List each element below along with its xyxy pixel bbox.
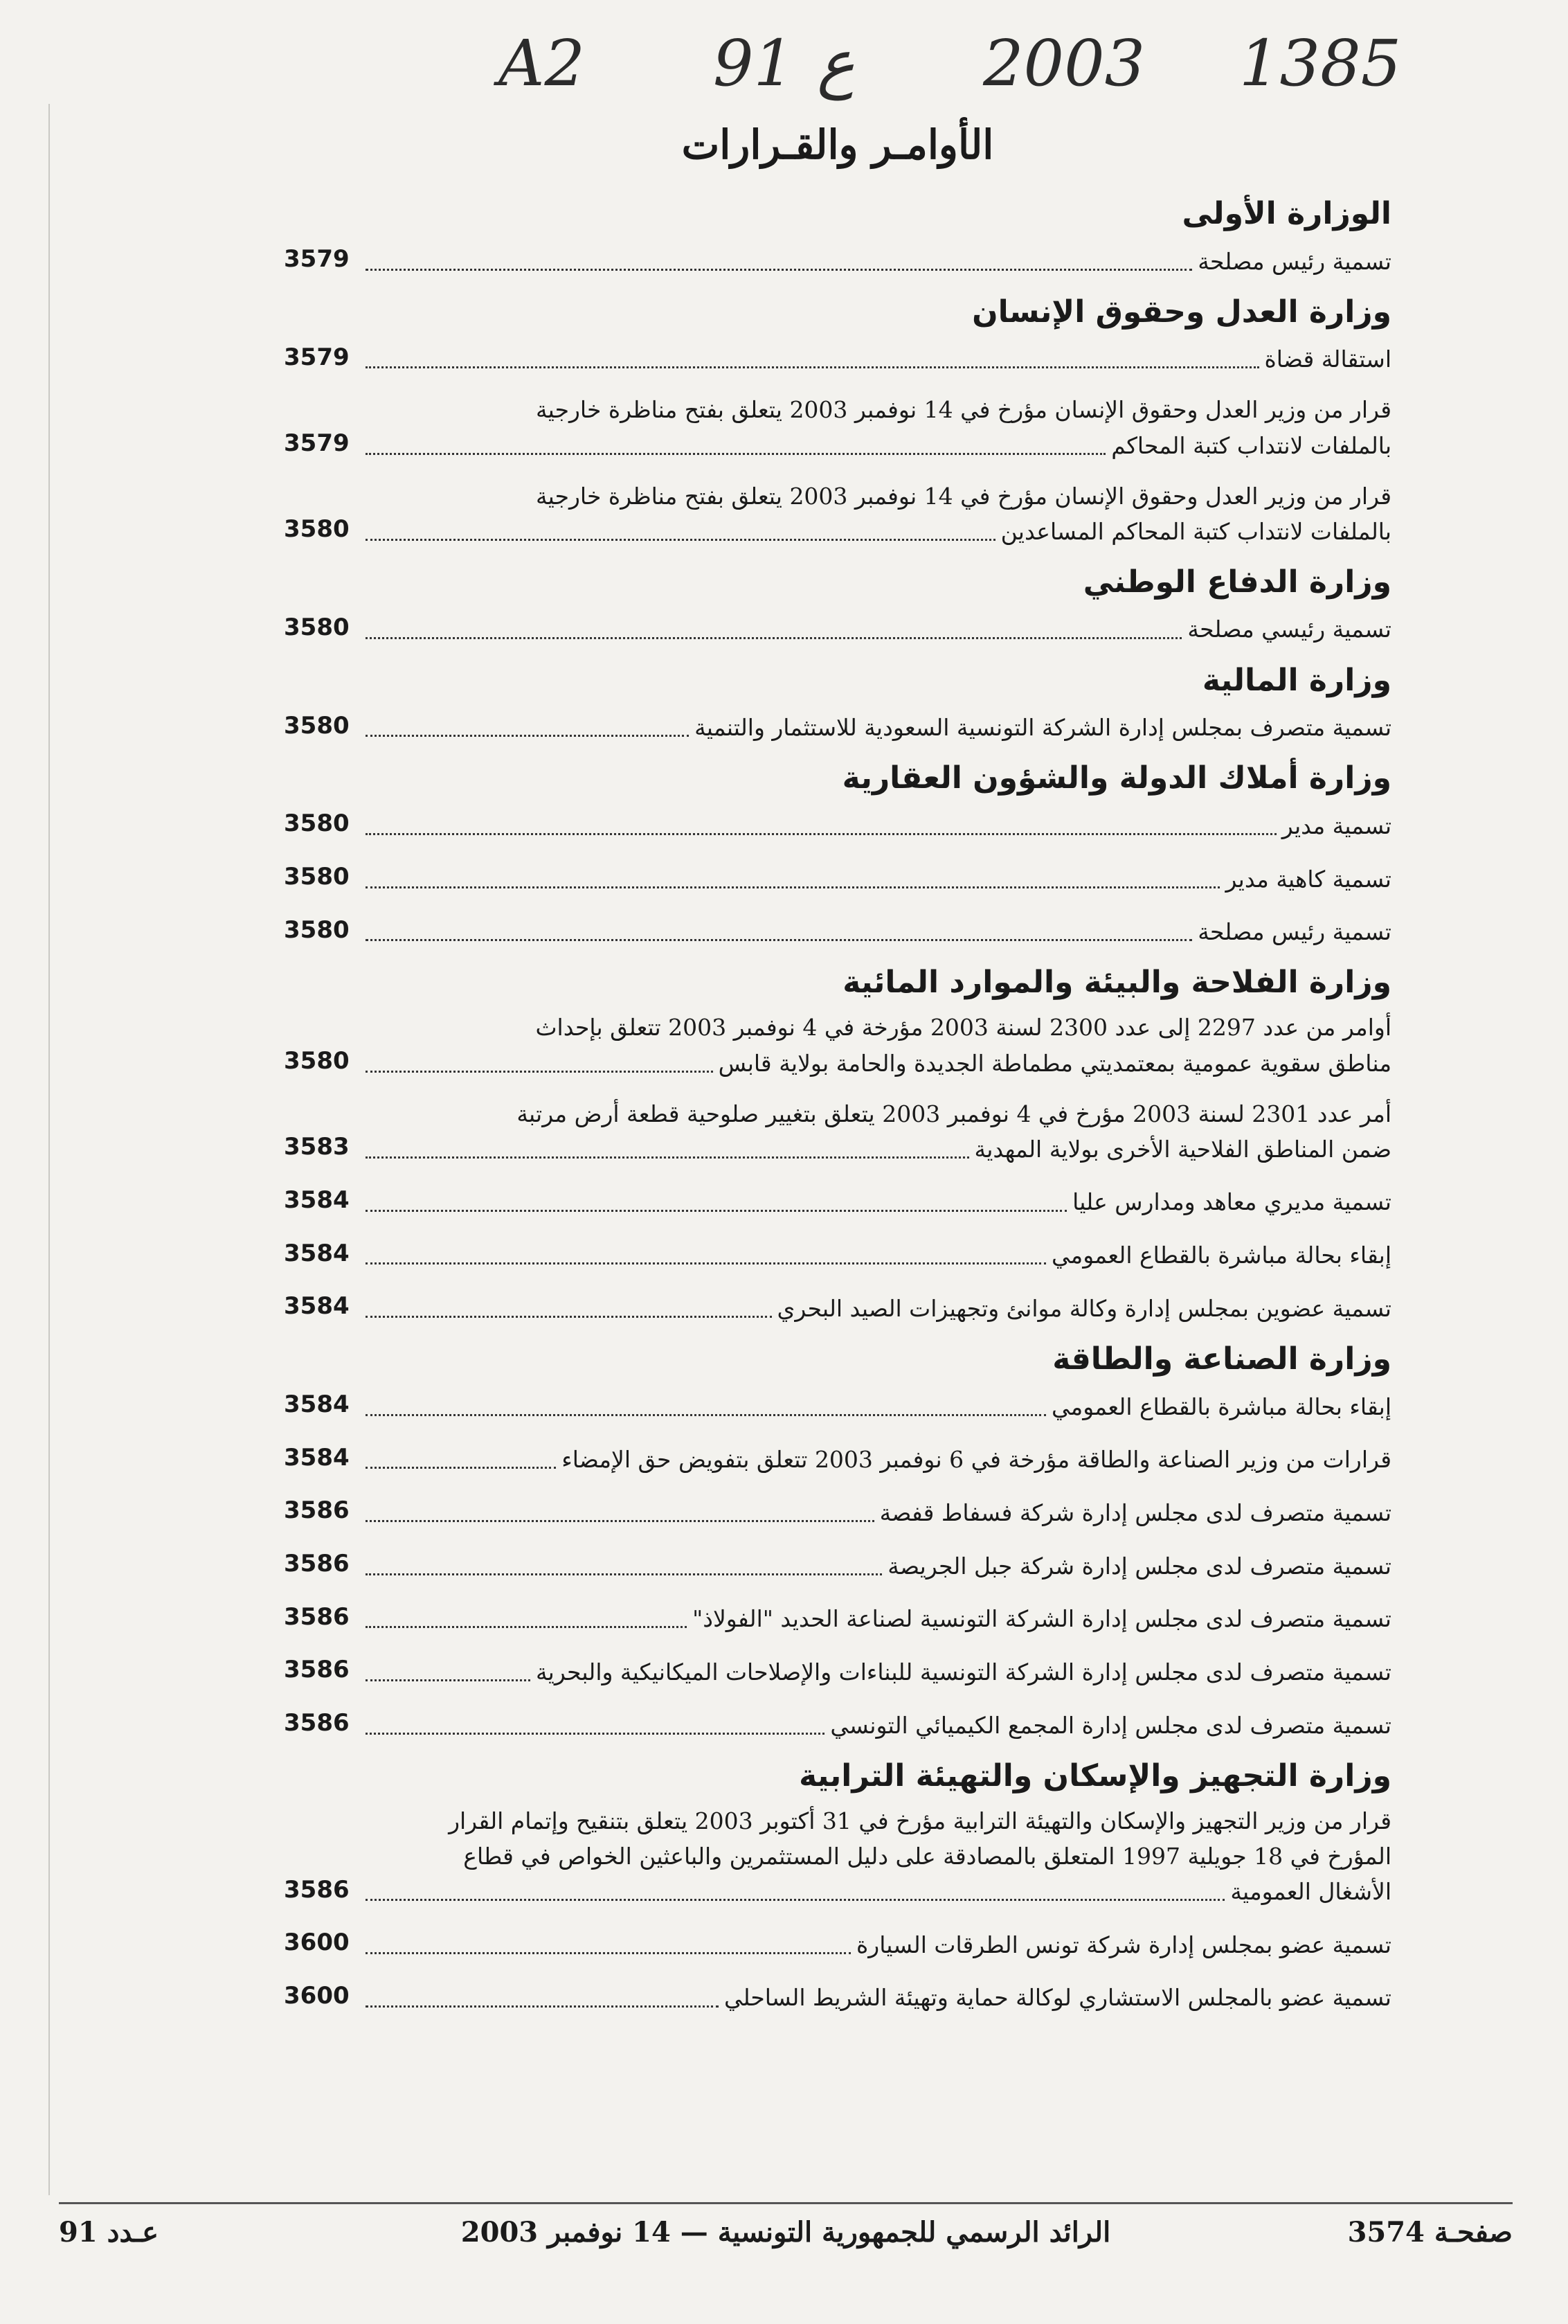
handwritten-note: 2003 — [983, 26, 1146, 100]
page-footer — [59, 2216, 1513, 2258]
toc-entry[interactable] — [284, 1096, 1391, 1167]
entry-title: استقالة قضاة — [1264, 346, 1391, 373]
toc-entry[interactable] — [284, 1803, 1391, 1909]
toc-entry[interactable] — [284, 1978, 1391, 2016]
entry-page-number: 3600 — [284, 1929, 350, 1957]
dot-leader — [366, 1520, 874, 1522]
entry-title-line: قرار من وزير العدل وحقوق الإنسان مؤرخ في 14 نوفمبر 2003 يتعلق بفتح مناظرة خارجية — [535, 396, 1391, 424]
entry-page-number: 3586 — [284, 1602, 350, 1631]
entry-page-number: 3580 — [284, 915, 350, 944]
entry-page-number: 3586 — [284, 1709, 350, 1737]
ministry-heading: الوزارة الأولى — [1182, 196, 1391, 231]
entry-title: تسمية مدير — [1281, 812, 1391, 839]
dot-leader — [366, 1156, 969, 1159]
table-of-contents — [284, 121, 1391, 2031]
entry-page-number: 3586 — [284, 1496, 350, 1525]
dot-leader — [366, 1467, 556, 1469]
toc-entry[interactable] — [284, 708, 1391, 746]
toc-entry[interactable] — [284, 859, 1391, 897]
dot-leader — [366, 1573, 882, 1575]
ministry-heading: وزارة أملاك الدولة والشؤون العقارية — [842, 760, 1391, 796]
entry-title: تسمية متصرف لدى مجلس إدارة شركة فسفاط قفصة — [879, 1499, 1391, 1526]
dot-leader — [366, 939, 1192, 941]
entry-page-number: 3600 — [284, 1981, 350, 2010]
entry-page-number: 3580 — [284, 1046, 350, 1075]
dot-leader — [366, 886, 1220, 888]
ministry-heading: وزارة المالية — [1202, 662, 1391, 698]
handwritten-annotations — [0, 19, 1568, 102]
footer-page-number: صفحـة 3574 — [1347, 2216, 1513, 2249]
entry-page-number: 3580 — [284, 613, 350, 641]
dot-leader — [366, 1733, 824, 1735]
ministry-heading: وزارة العدل وحقوق الإنسان — [972, 294, 1391, 330]
ministry-heading: وزارة التجهيز والإسكان والتهيئة الترابية — [799, 1758, 1391, 1794]
dot-leader — [366, 637, 1182, 639]
toc-entry[interactable] — [284, 339, 1391, 377]
entry-page-number: 3580 — [284, 515, 350, 544]
entry-title: تسمية متصرف لدى مجلس إدارة الشركة التونسية لصناعة الحديد "الفولاذ" — [692, 1605, 1391, 1633]
entry-page-number: 3579 — [284, 343, 350, 371]
handwritten-note: A2 — [498, 26, 585, 100]
dot-leader — [366, 453, 1106, 455]
entry-page-number: 3580 — [284, 863, 350, 891]
entry-title-line: بالملفات لانتداب كتبة المحاكم — [1111, 431, 1391, 459]
entry-title: تسمية رئيسي مصلحة — [1187, 616, 1391, 643]
entry-page-number: 3584 — [284, 1391, 350, 1418]
entry-page-number: 3584 — [284, 1443, 350, 1472]
dot-leader — [366, 833, 1277, 835]
toc-entry[interactable] — [284, 1924, 1391, 1963]
toc-entry[interactable] — [284, 1492, 1391, 1530]
page-title: الأوامـر والقـرارات — [681, 121, 994, 168]
toc-entry[interactable] — [284, 1705, 1391, 1743]
dot-leader — [366, 1414, 1046, 1416]
entry-title: قرارات من وزير الصناعة والطاقة مؤرخة في 6 نوفمبر 2003 تتعلق بتفويض حق الإمضاء — [561, 1446, 1391, 1474]
entry-title-line: ضمن المناطق الفلاحية الأخرى بولاية المهدية — [974, 1135, 1391, 1163]
entry-page-number: 3579 — [284, 245, 350, 273]
entry-title: إبقاء بحالة مباشرة بالقطاع العمومي — [1052, 1393, 1391, 1420]
toc-entry[interactable] — [284, 1599, 1391, 1637]
toc-entry[interactable] — [284, 1440, 1391, 1478]
dot-leader — [366, 539, 995, 541]
entry-title: تسمية رئيس مصلحة — [1198, 918, 1391, 946]
entry-title: تسمية مديري معاهد ومدارس عليا — [1072, 1188, 1391, 1216]
entry-title-line: أمر عدد 2301 لسنة 2003 مؤرخ في 4 نوفمبر 2003 يتعلق بتغيير صلوحية قطعة أرض مرتبة — [516, 1100, 1391, 1127]
entry-page-number: 3584 — [284, 1239, 350, 1267]
dot-leader — [366, 1952, 851, 1954]
dot-leader — [366, 1210, 1067, 1212]
entry-title: تسمية كاهية مدير — [1225, 865, 1391, 893]
entry-title-line: مناطق سقوية عمومية بمعتمديتي مطماطة الجديدة والحامة بولاية قابس — [718, 1049, 1391, 1077]
toc-entry[interactable] — [284, 241, 1391, 279]
handwritten-note: ع — [817, 26, 855, 100]
footer-divider — [59, 2202, 1513, 2204]
entry-title-line: بالملفات لانتداب كتبة المحاكم المساعدين — [1000, 517, 1391, 545]
entry-page-number: 3580 — [284, 711, 350, 740]
dot-leader — [366, 1071, 713, 1073]
entry-title: تسمية عضوين بمجلس إدارة وكالة موانئ وتجهيزات الصيد البحري — [777, 1294, 1391, 1322]
toc-entry[interactable] — [284, 912, 1391, 950]
entry-page-number: 3586 — [284, 1550, 350, 1578]
dot-leader — [366, 1626, 687, 1628]
ministry-heading: وزارة الدفاع الوطني — [1083, 564, 1391, 600]
entry-title-line: المؤرخ في 18 جويلية 1997 المتعلق بالمصادقة على دليل المستثمرين والباعثين الخواص في قطاع — [463, 1842, 1391, 1870]
dot-leader — [366, 1262, 1046, 1264]
entry-title-line: الأشغال العمومية — [1230, 1878, 1391, 1906]
toc-entry[interactable] — [284, 609, 1391, 647]
toc-entry[interactable] — [284, 805, 1391, 843]
entry-title-line: قرار من وزير العدل وحقوق الإنسان مؤرخ في 14 نوفمبر 2003 يتعلق بفتح مناظرة خارجية — [535, 482, 1391, 510]
entry-page-number: 3579 — [284, 429, 350, 457]
entry-title-line: أوامر من عدد 2297 إلى عدد 2300 لسنة 2003 مؤرخة في 4 نوفمبر 2003 تتعلق بإحداث — [535, 1014, 1391, 1042]
dot-leader — [366, 1679, 530, 1681]
ministry-heading: وزارة الفلاحة والبيئة والموارد المائية — [842, 965, 1391, 1001]
entry-title: تسمية متصرف لدى مجلس إدارة المجمع الكيميائي التونسي — [830, 1711, 1391, 1739]
entry-title: تسمية عضو بالمجلس الاستشاري لوكالة حماية وتهيئة الشريط الساحلي — [723, 1984, 1391, 2012]
ministry-heading: وزارة الصناعة والطاقة — [1052, 1341, 1391, 1377]
toc-entry[interactable] — [284, 392, 1391, 463]
entry-page-number: 3580 — [284, 810, 350, 838]
toc-entry[interactable] — [284, 1652, 1391, 1690]
dot-leader — [366, 735, 689, 737]
toc-entry[interactable] — [284, 479, 1391, 549]
entry-title-line: قرار من وزير التجهيز والإسكان والتهيئة الترابية مؤرخ في 31 أكتوبر 2003 يتعلق بتنقيح وإتمام القرار — [449, 1807, 1391, 1834]
toc-entry[interactable] — [284, 1546, 1391, 1584]
entry-title: تسمية متصرف لدى مجلس إدارة شركة جبل الجريصة — [887, 1552, 1391, 1580]
handwritten-note: 1385 — [1239, 26, 1402, 100]
handwritten-note: 91 — [713, 26, 795, 100]
footer-issue-number: عـدد 91 — [59, 2216, 159, 2249]
entry-title: تسمية رئيس مصلحة — [1198, 247, 1391, 275]
entry-title: تسمية متصرف لدى مجلس إدارة الشركة التونسية للبناءات والإصلاحات الميكانيكية والبحرية — [535, 1658, 1391, 1686]
entry-page-number: 3586 — [284, 1875, 350, 1904]
dot-leader — [366, 269, 1192, 271]
sections-container — [284, 196, 1391, 2016]
toc-entry[interactable] — [284, 1288, 1391, 1326]
toc-entry[interactable] — [284, 1235, 1391, 1273]
entry-page-number: 3583 — [284, 1133, 350, 1161]
dot-leader — [366, 1899, 1225, 1901]
entry-title: إبقاء بحالة مباشرة بالقطاع العمومي — [1052, 1242, 1391, 1269]
dot-leader — [366, 1316, 772, 1318]
entry-page-number: 3584 — [284, 1292, 350, 1321]
dot-leader — [366, 2005, 719, 2008]
toc-entry[interactable] — [284, 1182, 1391, 1220]
entry-title: تسمية متصرف بمجلس إدارة الشركة التونسية السعودية للاستثمار والتنمية — [694, 714, 1391, 742]
entry-page-number: 3586 — [284, 1656, 350, 1684]
entry-title: تسمية عضو بمجلس إدارة شركة تونس الطرقات السيارة — [856, 1931, 1391, 1958]
dot-leader — [366, 366, 1259, 368]
entry-page-number: 3584 — [284, 1186, 350, 1214]
toc-entry[interactable] — [284, 1386, 1391, 1424]
toc-entry[interactable] — [284, 1010, 1391, 1080]
footer-journal-title: الرائد الرسمي للجمهورية التونسية — 14 نوفمبر 2003 — [460, 2216, 1111, 2249]
